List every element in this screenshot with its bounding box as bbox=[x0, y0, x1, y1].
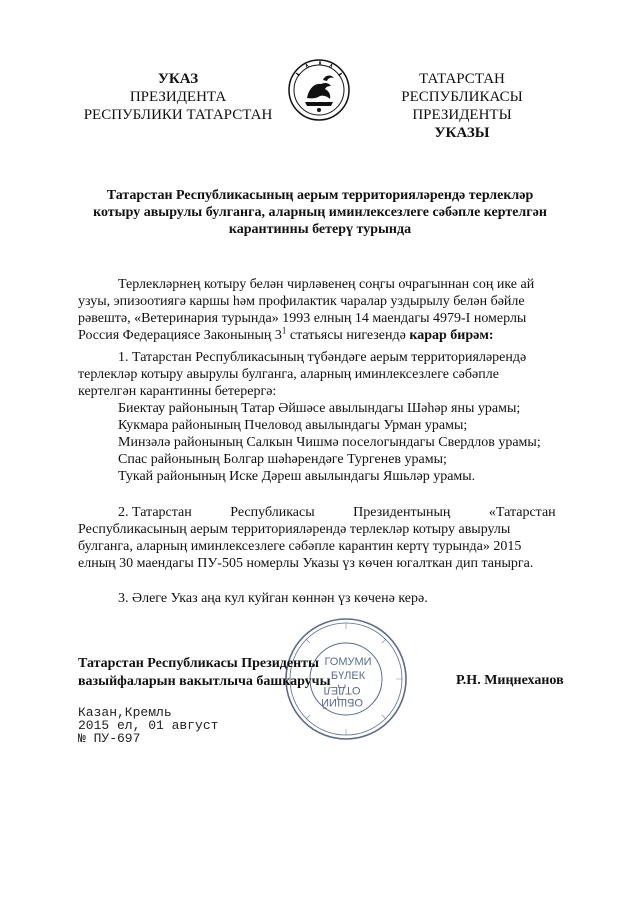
meta-number: № ПУ-697 bbox=[78, 731, 141, 746]
signature-title: вазыйфаларын вакытлыча башкаручы bbox=[78, 674, 331, 689]
header-right-block bbox=[362, 70, 562, 142]
meta-date: 2015 ел, 01 август bbox=[78, 718, 219, 733]
text-line bbox=[78, 327, 570, 344]
document-meta bbox=[78, 706, 218, 745]
stamp-text: ОТДЕЛ bbox=[323, 684, 361, 696]
header-right-subtitle: ПРЕЗИДЕНТЫ bbox=[412, 107, 512, 123]
document-title bbox=[82, 187, 558, 238]
list-item: Спас районының Болгар шәһәрендәге Тургенев урамы; bbox=[118, 452, 447, 467]
superscript: 1 bbox=[281, 325, 287, 336]
text-line: терлекләр котыру авырулы булганга, аларның иминлексезлеге сәбәпле bbox=[78, 367, 499, 382]
header-left-block bbox=[78, 70, 278, 124]
stamp-text: ГОМУМИ bbox=[324, 656, 372, 668]
text-line: узуы, эпизоотиягә каршы һәм профилактик чаралар уздырылу белән бәйле bbox=[78, 294, 525, 309]
title-line: котыру авырулы булганга, аларның иминлексезлеге сәбәпле кертелгән bbox=[93, 205, 547, 220]
stamp-text: ОБЩИЙ bbox=[321, 696, 363, 708]
list-item: Минзәлә районының Салкын Чишмә поселогындагы Свердлов урамы; bbox=[118, 435, 541, 450]
text-line bbox=[78, 590, 570, 607]
list-item: Биектау районының Татар Әйшәсе авылындагы Шәһәр яны урамы; bbox=[118, 401, 521, 416]
preamble-paragraph bbox=[78, 276, 570, 344]
header-left-republic: РЕСПУБЛИКИ ТАТАРСТАН bbox=[83, 107, 273, 123]
signature-block bbox=[78, 655, 331, 691]
text-span: Россия Федерациясе Законының 3 bbox=[78, 328, 282, 343]
item-3-paragraph bbox=[78, 590, 570, 607]
list-item: Кукмара районының Пчеловод авылындагы Урман урамы; bbox=[118, 418, 468, 433]
text-line: елның 30 маендагы ПУ-505 номерлы Указы үз көчен югалткан дип танырга. bbox=[78, 556, 534, 571]
text-span: статьясы нигезендә bbox=[286, 328, 410, 343]
text-line: кертелгән карантинны бетерергә: bbox=[78, 384, 277, 399]
text-line: булганга, аларның иминлексезлеге сәбәпле карантин кертү турында» 2015 bbox=[78, 539, 522, 554]
text-line: Республикасының аерым территорияләрендә терлекләр котыру авырулы bbox=[78, 522, 511, 537]
text-span: 3. Әлеге Указ аңа кул куйган көннән үз көченә керә. bbox=[118, 591, 428, 606]
signature-title: Татарстан Республикасы Президенты bbox=[78, 656, 319, 671]
tatarstan-emblem-icon bbox=[287, 58, 351, 122]
text-line: рәвештә, «Ветеринария турында» 1993 елның 14 маендагы 4979-I номерлы bbox=[78, 311, 527, 326]
meta-place: Казан,Кремль bbox=[78, 705, 172, 720]
text-line bbox=[78, 504, 570, 521]
text-line bbox=[78, 349, 570, 366]
list-item: Тукай районының Иске Дәреш авылындагы Яшьләр урамы. bbox=[118, 469, 476, 484]
title-line: Татарстан Республикасының аерым территорияләрендә терлекләр bbox=[106, 188, 534, 203]
text-span: 2. Татарстан Республикасы Президентының «Татарстан bbox=[118, 505, 556, 520]
decision-phrase: карар бирәм: bbox=[409, 328, 494, 343]
item-1-paragraph bbox=[78, 349, 570, 485]
header-right-republic: ТАТАРСТАН РЕСПУБЛИКАСЫ bbox=[401, 71, 523, 105]
title-line: карантинны бетерү турында bbox=[228, 222, 412, 237]
header-left-subtitle: ПРЕЗИДЕНТА bbox=[129, 89, 227, 105]
header-right-title: УКАЗЫ bbox=[434, 125, 490, 141]
stamp-text: БҮЛЕК bbox=[330, 670, 366, 682]
header-left-title: УКАЗ bbox=[157, 71, 199, 87]
text-line bbox=[78, 276, 570, 293]
text-span: 1. Татарстан Республикасының түбәндәге аерым территорияләрендә bbox=[118, 350, 527, 365]
signatory-name: Р.Н. Миңнеханов bbox=[456, 673, 564, 688]
item-2-paragraph bbox=[78, 504, 570, 572]
text-span: Терлекләрнең котыру белән чирләвенең соңгы очрагыннан соң ике ай bbox=[118, 277, 535, 292]
